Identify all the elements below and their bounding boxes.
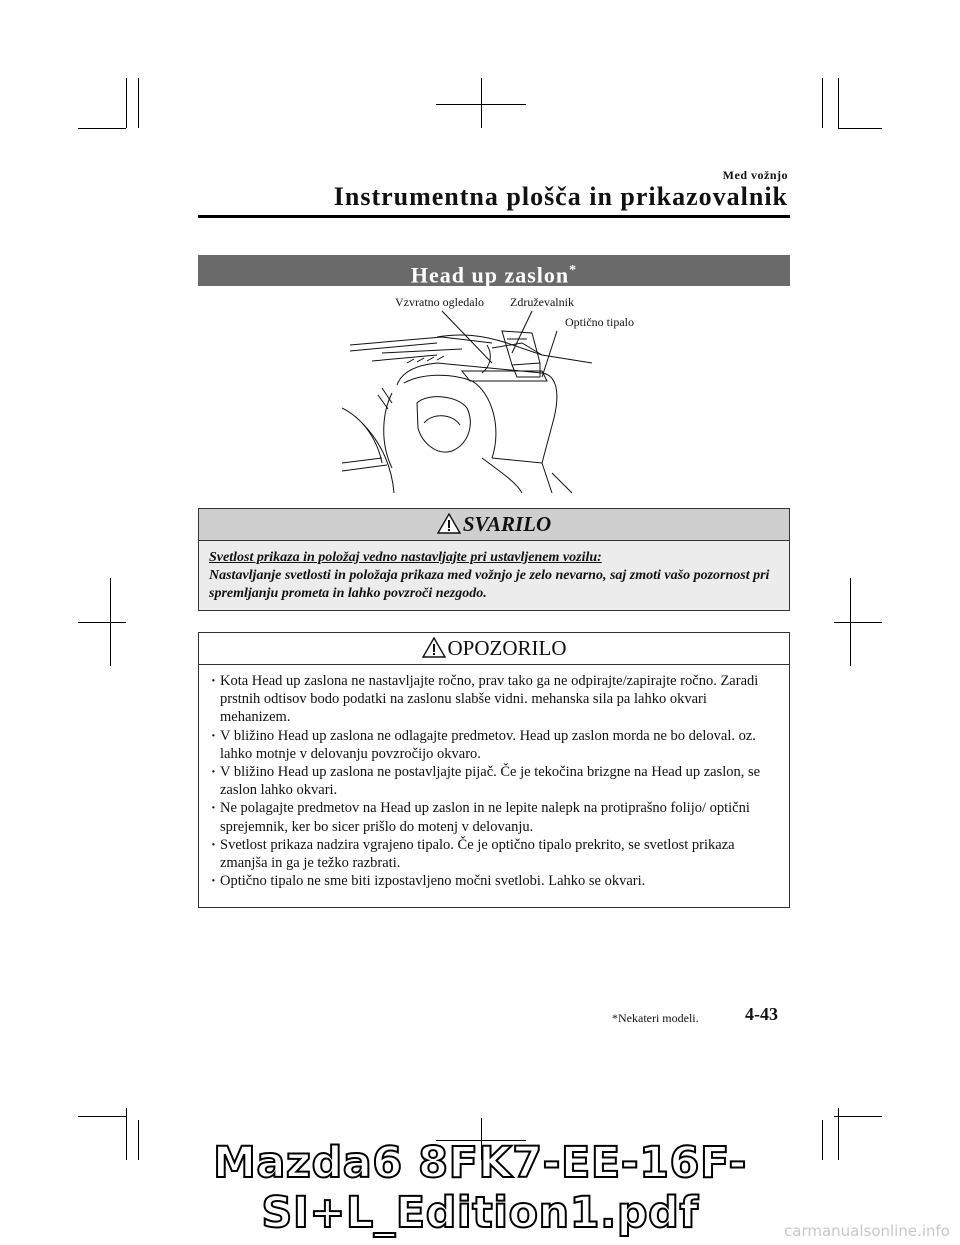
page-number: 4-43 xyxy=(745,1004,778,1024)
page-title: Instrumentna plošča in prikazovalnik xyxy=(333,182,788,211)
warning-lead: Svetlost prikaza in položaj vedno nastavljajte pri ustavljenem vozilu: xyxy=(209,550,602,565)
section-title xyxy=(198,255,790,286)
caution-item: · Svetlost prikaza nadzira vgrajeno tipalo. Če je optično tipalo prekrito, se svetlost prikaza zmanjša in ga je težko razbrati. xyxy=(211,836,777,872)
warning-triangle-icon xyxy=(437,513,461,534)
chapter-label: Med vožnjo xyxy=(722,168,788,182)
caution-title: OPOZORILO xyxy=(447,636,567,660)
warning-title: SVARILO xyxy=(462,512,552,536)
warning-text: Nastavljanje svetlosti in položaja prikaza med vožnjo je zelo nevarno, saj zmoti vašo pozornost pri spremljanju prometa in lahko povzroči nezgodo. xyxy=(209,568,770,601)
pdf-filename: Mazda6 8FK7-EE-16F-SI+L_Edition1.pdf xyxy=(213,1138,747,1238)
caution-item: · Kota Head up zaslona ne nastavljajte ročno, prav tako ga ne odpirajte/zapirajte ročno. Zaradi prstnih odtisov bodo podatki na zaslonu slabše vidni. mehanska sila pa lahko okvari mehanizem. xyxy=(211,672,777,727)
watermark: carmanualsonline.info xyxy=(784,1222,950,1240)
hud-illustration xyxy=(342,293,654,493)
caution-item: · Ne polagajte predmetov na Head up zaslon in ne lepite nalepk na protiprašno folijo/ optični sprejemnik, ker bo sicer prišlo do motenj v delovanju. xyxy=(211,799,777,835)
caution-box xyxy=(198,632,790,908)
label-combiner: Združevalnik xyxy=(510,295,574,309)
caution-item: · Optično tipalo ne sme biti izpostavljeno močni svetlobi. Lahko se okvari. xyxy=(211,872,777,890)
label-sensor: Optično tipalo xyxy=(565,315,634,329)
model-marker: * xyxy=(569,263,578,278)
caution-list xyxy=(199,665,789,890)
warning-header xyxy=(199,509,789,541)
caution-item: · V bližino Head up zaslona ne odlagajte predmetov. Head up zaslon morda ne bo deloval. oz. lahko motnje v delovanju povzročijo okvaro. xyxy=(211,727,777,763)
caution-triangle-icon xyxy=(422,637,446,658)
warning-body xyxy=(199,541,789,603)
footnote: *Nekateri modeli. xyxy=(612,1011,699,1025)
caution-item: · V bližino Head up zaslona ne postavljajte pijač. Če je tekočina brizgne na Head up zaslon, se zaslon lahko okvari. xyxy=(211,763,777,799)
section-title-text: Head up zaslon xyxy=(410,262,570,288)
header-rule xyxy=(198,215,790,218)
caution-header xyxy=(199,633,789,665)
warning-box xyxy=(198,508,790,611)
label-mirror: Vzvratno ogledalo xyxy=(395,295,484,309)
